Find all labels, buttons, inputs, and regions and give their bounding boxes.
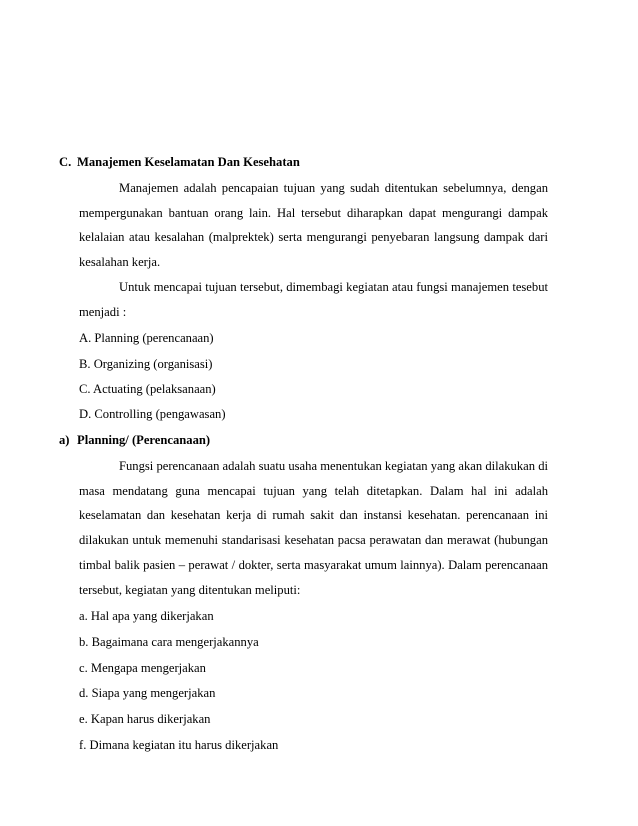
function-item-planning: A. Planning (perencanaan) xyxy=(79,331,214,345)
para1-line-4: kesalahan kerja. xyxy=(79,255,161,269)
plan-item-f: f. Dimana kegiatan itu harus dikerjakan xyxy=(79,738,279,752)
section-a-marker: a) xyxy=(59,433,70,447)
section-c-heading xyxy=(59,154,300,170)
para3-line-6: tersebut, kegiatan yang ditentukan meliputi: xyxy=(79,583,301,597)
plan-item-c: c. Mengapa mengerjakan xyxy=(79,661,206,675)
para3-line-4: dilakukan untuk memenuhi standarisasi kesehatan pacsa perawatan dan merawat (hubungan xyxy=(79,533,548,547)
plan-item-b: b. Bagaimana cara mengerjakannya xyxy=(79,635,259,649)
para1-line-3: kelalaian atau kesalahan (malprektek) serta mengurangi penyebaran langsung dampak dari xyxy=(79,230,548,244)
plan-item-d: d. Siapa yang mengerjakan xyxy=(79,686,216,700)
para3-line-2: masa mendatang guna mencapai tujuan yang telah ditetapkan. Dalam hal ini adalah xyxy=(79,484,548,498)
para1-line-1: Manajemen adalah pencapaian tujuan yang sudah ditentukan sebelumnya, dengan xyxy=(119,181,548,195)
section-c-title: Manajemen Keselamatan Dan Kesehatan xyxy=(77,155,300,169)
section-a-title: Planning/ (Perencanaan) xyxy=(77,433,211,447)
para2-line-2: menjadi : xyxy=(79,305,127,319)
para3-line-5: timbal balik pasien – perawat / dokter, serta masyarakat umum lainnya). Dalam perencanaan xyxy=(79,558,548,572)
para3-line-3: keselamatan dan kesehatan kerja di rumah sakit dan instansi kesehatan. perencanaan ini xyxy=(79,508,548,522)
section-c-marker: C. xyxy=(59,155,72,169)
function-item-actuating: C. Actuating (pelaksanaan) xyxy=(79,382,216,396)
plan-item-e: e. Kapan harus dikerjakan xyxy=(79,712,211,726)
para3-line-1: Fungsi perencanaan adalah suatu usaha menentukan kegiatan yang akan dilakukan di xyxy=(119,459,548,473)
para1-line-2: mempergunakan bantuan orang lain. Hal tersebut diharapkan dapat mengurangi dampak xyxy=(79,206,548,220)
section-a-heading xyxy=(59,432,210,448)
plan-item-a: a. Hal apa yang dikerjakan xyxy=(79,609,214,623)
function-item-organizing: B. Organizing (organisasi) xyxy=(79,357,213,371)
function-item-controlling: D. Controlling (pengawasan) xyxy=(79,407,226,421)
para2-line-1: Untuk mencapai tujuan tersebut, dimembagi kegiatan atau fungsi manajemen tesebut xyxy=(119,280,548,294)
